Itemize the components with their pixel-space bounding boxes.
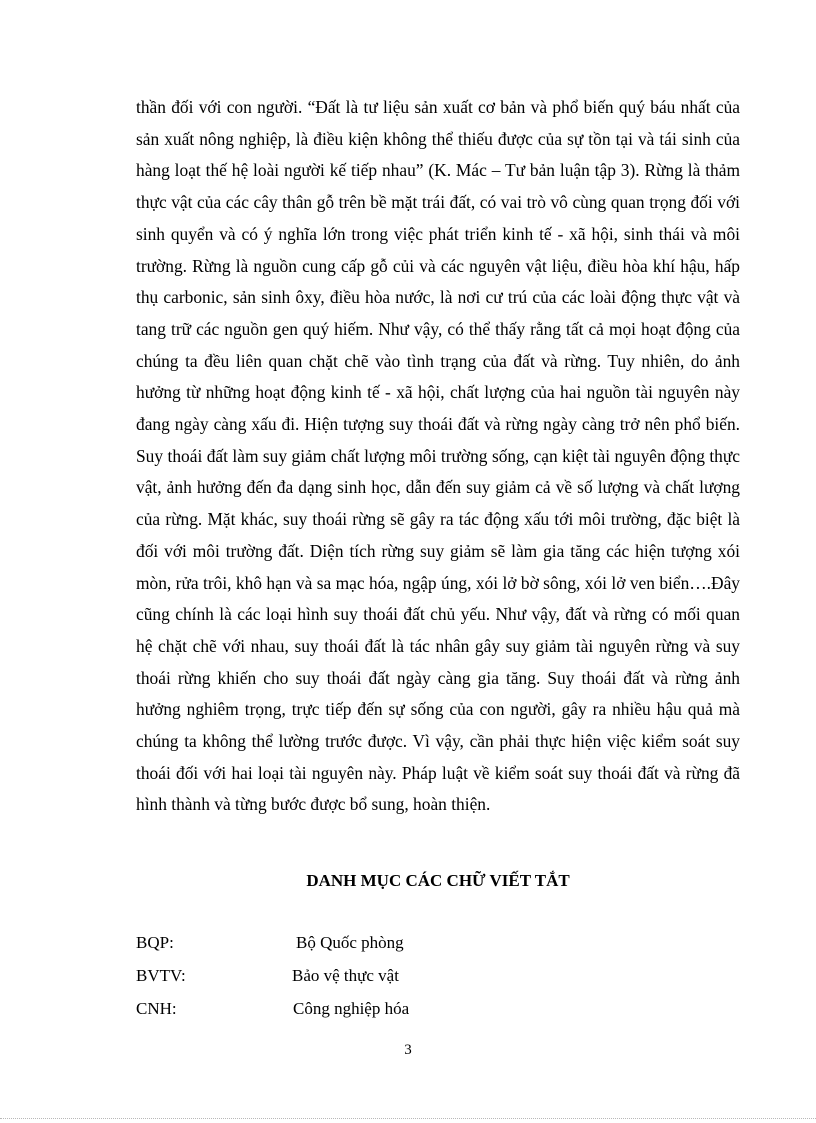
abbreviation-meaning: Bộ Quốc phòng	[296, 933, 404, 952]
abbreviation-row	[136, 994, 740, 1027]
abbreviation-row	[136, 961, 740, 994]
page-break-divider	[0, 1118, 816, 1119]
abbreviation-meaning: Bảo vệ thực vật	[292, 966, 399, 985]
body-paragraph	[136, 92, 740, 821]
abbreviation-meaning: Công nghiệp hóa	[293, 999, 410, 1018]
body-paragraph-text: thần đối với con người. “Đất là tư liệu sản xuất cơ bản và phổ biến quý báu nhất của sản xuất nông nghiệp, là điều kiện không thể thiếu được của sự tồn tại và tái sinh của hàng loạt thế hệ loài người kế tiếp nhau” (K. Mác – Tư bản luận tập 3). Rừng là thảm thực vật của các cây thân gỗ trên bề mặt trái đất, có vai trò vô cùng quan trọng đối với sinh quyển và có ý nghĩa lớn trong việc phát triển kinh tế - xã hội, sinh thái và môi trường. Rừng là nguồn cung cấp gỗ củi và các nguyên vật liệu, điều hòa khí hậu, hấp thụ carbonic, sản sinh ôxy, điều hòa nước, là nơi cư trú của các loài động thực vật và tang trữ các nguồn gen quý hiếm. Như vậy, có thể thấy rằng tất cả mọi hoạt động của chúng ta đều liên quan chặt chẽ vào tình trạng của đất và rừng. Tuy nhiên, do ảnh hưởng từ những hoạt động kinh tế - xã hội, chất lượng của hai nguồn tài nguyên này đang ngày càng xấu đi. Hiện tượng suy thoái đất và rừng ngày càng trở nên phổ biến. Suy thoái đất làm suy giảm chất lượng môi trường sống, cạn kiệt tài nguyên động thực vật, ảnh hưởng đến đa dạng sinh học, dẫn đến suy giảm cả về số lượng và chất lượng của rừng. Mặt khác, suy thoái rừng sẽ gây ra tác động xấu tới môi trường, đặc biệt là đối với môi trường đất. Diện tích rừng suy giảm sẽ làm gia tăng các hiện tượng xói mòn, rửa trôi, khô hạn và sa mạc hóa, ngập úng, xói lở bờ sông, xói lở ven biển….Đây cũng chính là các loại hình suy thoái đất chủ yếu. Như vậy, đất và rừng có mối quan hệ chặt chẽ với nhau, suy thoái đất là tác nhân gây suy giảm tài nguyên rừng và suy thoái rừng khiến cho suy thoái đất ngày càng gia tăng. Suy thoái đất và rừng ảnh hưởng nghiêm trọng, trực tiếp đến sự sống của con người, gây ra nhiều hậu quả mà chúng ta không thể lường trước được. Vì vậy, cần phải thực hiện việc kiểm soát suy thoái đối với hai loại tài nguyên này. Pháp luật về kiểm soát suy thoái đất và rừng đã hình thành và từng bước được bổ sung, hoàn thiện.	[136, 97, 740, 815]
abbreviations-list	[136, 928, 740, 1027]
page-number: 3	[404, 1042, 412, 1058]
abbreviations-heading: DANH MỤC CÁC CHỮ VIẾT TẮT	[306, 871, 570, 890]
abbreviation-code: BQP:	[136, 933, 174, 952]
abbreviation-code: BVTV:	[136, 966, 186, 985]
abbreviation-code: CNH:	[136, 999, 177, 1018]
abbreviation-row	[136, 928, 740, 961]
